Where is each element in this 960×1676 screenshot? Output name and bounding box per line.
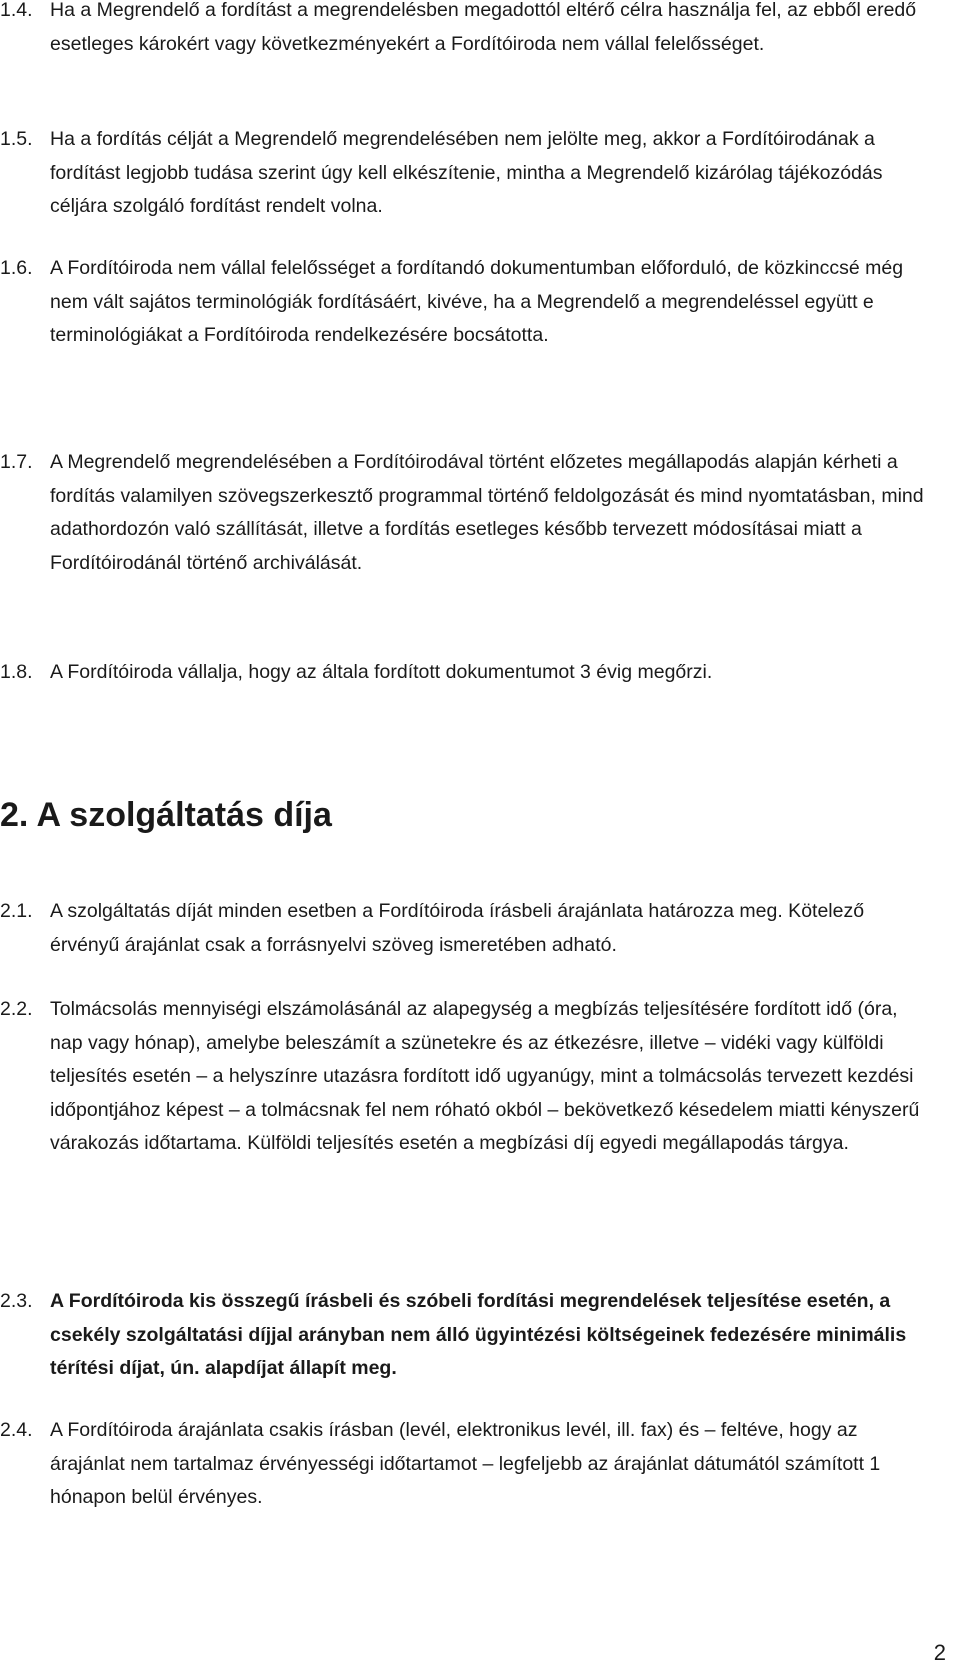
page-number: 2 (933, 1640, 946, 1665)
clause-text: Ha a Megrendelő a fordítást a megrendelésben megadottól eltérő célra használja fel, az ebből eredő esetleges károkért vagy következményekért a Fordítóiroda nem vállal felelősséget. (50, 0, 917, 55)
clause-number: 1.4. (0, 0, 33, 21)
clause-text: A Fordítóiroda nem vállal felelősséget a fordítandó dokumentumban előforduló, de közkinccsé még nem vált sajátos terminológiák fordításáért, kivéve, ha a Megrendelő a megrendeléssel együtt e terminológiákat a Fordítóiroda rendelkezésére bocsátotta. (50, 257, 904, 346)
clause-number: 1.7. (0, 451, 33, 473)
clause-number: 1.8. (0, 661, 33, 683)
clause-2-3 (0, 1285, 930, 1386)
clause-2-2 (0, 993, 930, 1161)
clause-text: A Fordítóiroda kis összegű írásbeli és szóbeli fordítási megrendelések teljesítése esetén, a csekély szolgáltatási díjjal arányban nem álló ügyintézési költségeinek fedezésére minimális térítési díjat, ún. alapdíjat állapít meg. (50, 1290, 907, 1379)
clause-text: A Fordítóiroda vállalja, hogy az általa fordított dokumentumot 3 évig megőrzi. (50, 661, 713, 683)
clause-text: A szolgáltatás díját minden esetben a Fordítóiroda írásbeli árajánlata határozza meg. Kötelező érvényű árajánlat csak a forrásnyelvi szöveg ismeretében adható. (50, 900, 865, 956)
clause-text: A Megrendelő megrendelésében a Fordítóirodával történt előzetes megállapodás alapján kérheti a fordítás valamilyen szövegszerkesztő programmal történő feldolgozását és mind nyomtatásban, mind adathordozón való szállítását, illetve a fordítás esetleges később tervezett módosításai miatt a Fordítóirodánál történő archiválását. (50, 451, 924, 574)
clause-number: 1.5. (0, 128, 33, 150)
section-heading: 2. A szolgáltatás díja (0, 796, 332, 834)
clause-1-5 (0, 123, 930, 224)
clause-2-4 (0, 1414, 930, 1515)
clause-text: A Fordítóiroda árajánlata csakis írásban (levél, elektronikus levél, ill. fax) és – feltéve, hogy az árajánlat nem tartalmaz érvényességi időtartamot – legfeljebb az árajánlat dátumától számított 1 hónapon belül érvényes. (50, 1419, 881, 1508)
clause-2-1 (0, 895, 930, 962)
clause-1-8 (0, 656, 930, 690)
clause-number: 2.1. (0, 900, 33, 922)
clause-text: Ha a fordítás célját a Megrendelő megrendelésében nem jelölte meg, akkor a Fordítóirodának a fordítást legjobb tudása szerint úgy kell elkészítenie, mintha a Megrendelő kizárólag tájékozódás céljára szolgáló fordítást rendelt volna. (50, 128, 883, 217)
clause-number: 2.3. (0, 1290, 33, 1312)
clause-text: Tolmácsolás mennyiségi elszámolásánál az alapegység a megbízás teljesítésére fordított idő (óra, nap vagy hónap), amelybe beleszámít a szünetekre és az étkezésre, illetve – vidéki vagy külföldi teljesítés esetén – a helyszínre utazásra fordított idő ugyanúgy, mint a tolmácsolás tervezett kezdési időpontjához képest – a tolmácsnak fel nem róható okból – bekövetkező késedelem miatti kényszerű várakozás időtartama. Külföldi teljesítés esetén a megbízási díj egyedi megállapodás tárgya. (50, 998, 920, 1154)
clause-number: 1.6. (0, 257, 33, 279)
clause-1-4 (0, 0, 930, 61)
clause-number: 2.4. (0, 1419, 33, 1441)
clause-number: 2.2. (0, 998, 33, 1020)
clause-1-7 (0, 446, 930, 580)
clause-1-6 (0, 252, 930, 353)
